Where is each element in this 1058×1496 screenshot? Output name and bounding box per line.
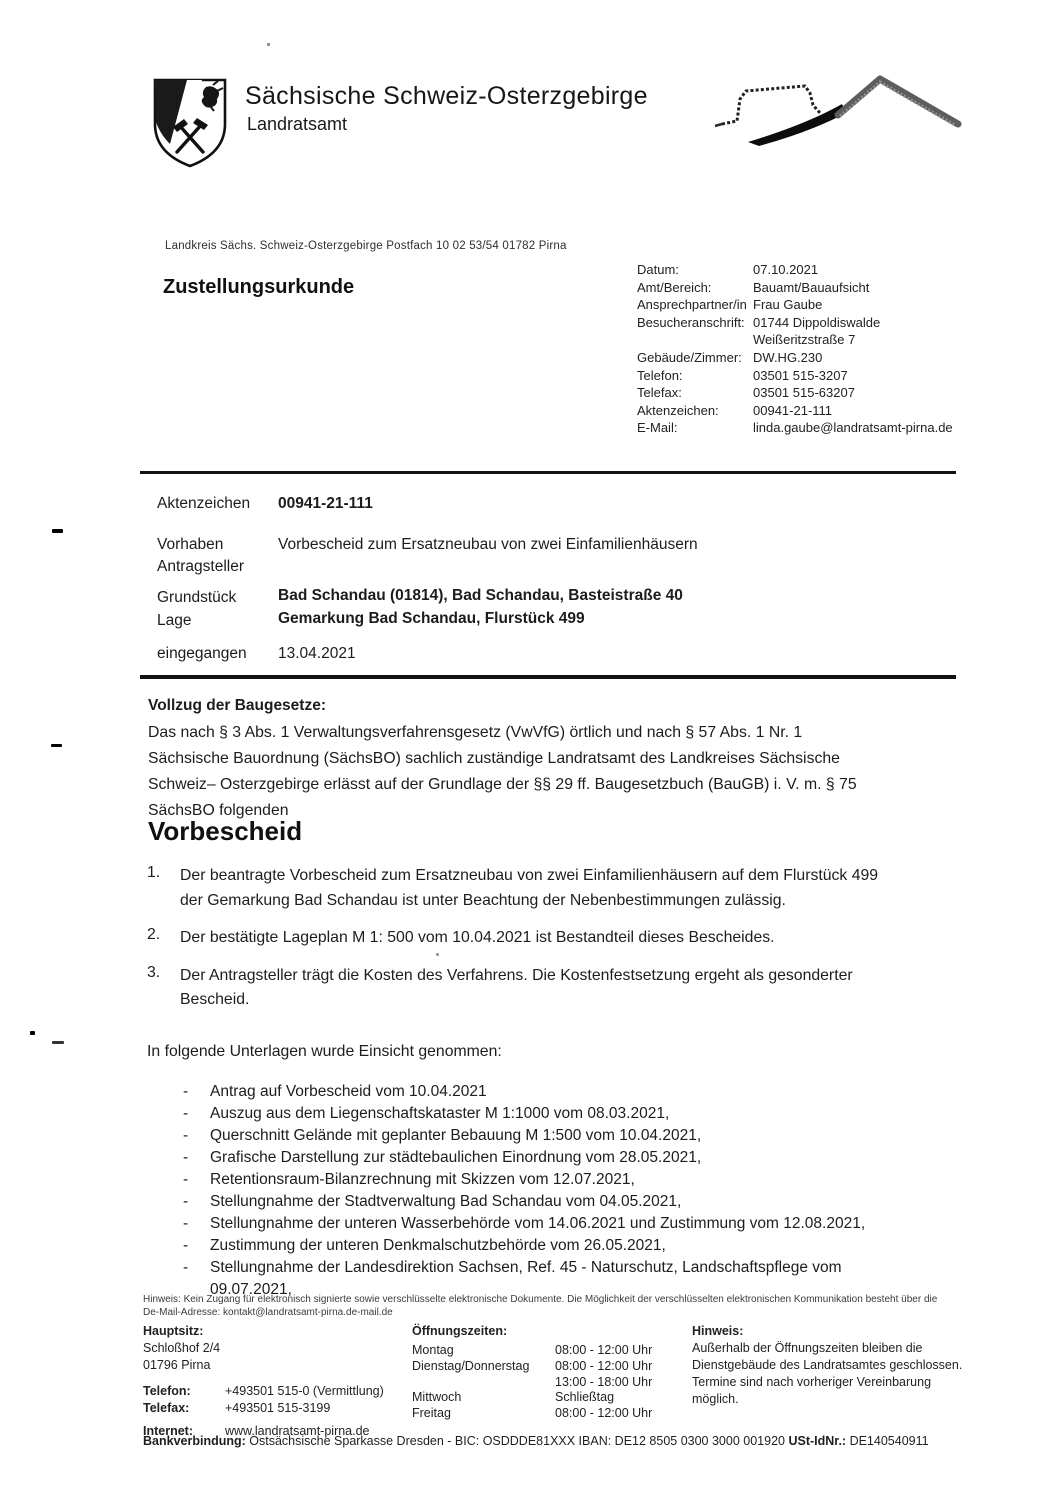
contact-value: Bauamt/Bauaufsicht bbox=[753, 279, 870, 295]
case-property-line2: Gemarkung Bad Schandau, Flurstück 499 bbox=[278, 610, 585, 627]
bank-text: Ostsächsische Sparkasse Dresden - BIC: OSDDDE81XXX IBAN: DE12 8505 0300 3000 001920 bbox=[245, 1434, 789, 1448]
footer-internet-row: Internet: www.landratsamt-pirna.de bbox=[143, 1423, 403, 1440]
contact-label: E-Mail: bbox=[637, 420, 678, 436]
contact-row bbox=[637, 314, 953, 332]
case-label: eingegangen bbox=[157, 645, 247, 662]
legal-section-heading: Vollzug der Baugesetze: bbox=[148, 697, 326, 714]
hours-row: Mittwoch Schließtag bbox=[412, 1390, 615, 1405]
contact-label: Gebäude/Zimmer: bbox=[637, 349, 742, 365]
contact-label: Besucheranschrift: bbox=[637, 314, 745, 330]
legal-section-body bbox=[148, 720, 968, 824]
dash-bullet bbox=[183, 1147, 210, 1169]
org-name: Sächsische Schweiz-Osterzgebirge bbox=[245, 82, 648, 110]
hours-row: Montag 08:00 - 12:00 Uhr bbox=[412, 1343, 653, 1357]
reviewed-item: - Zustimmung der unteren Denkmalschutzbehörde vom 26.05.2021, bbox=[183, 1235, 923, 1257]
decision-item bbox=[147, 964, 947, 1013]
reviewed-item: - Grafische Darstellung zur städtebaulichen Einordnung vom 28.05.2021, bbox=[183, 1147, 923, 1169]
decision-item-text: Der Antragsteller trägt die Kosten des Verfahrens. Die Kostenfestsetzung ergeht als gesonderter Bescheid. bbox=[180, 966, 853, 1008]
bank-label: Bankverbindung: bbox=[143, 1434, 246, 1448]
reviewed-item: - Stellungnahme der unteren Wasserbehörde vom 14.06.2021 und Zustimmung vom 12.08.2021, bbox=[183, 1213, 923, 1235]
case-property-line1: Bad Schandau (01814), Bad Schandau, Basteistraße 40 bbox=[278, 587, 683, 604]
scan-artifact bbox=[51, 744, 62, 747]
contact-row bbox=[637, 279, 953, 297]
decision-item-number: 1. bbox=[147, 864, 161, 881]
scan-artifact bbox=[267, 43, 270, 46]
notice-title: Hinweis: bbox=[692, 1324, 744, 1338]
footer-opening-hours bbox=[412, 1323, 682, 1422]
reviewed-item: - Stellungnahme der Landesdirektion Sachsen, Ref. 45 - Naturschutz, Landschaftspflege vom 09.07.2021, bbox=[183, 1257, 923, 1301]
contact-label: Aktenzeichen: bbox=[637, 402, 719, 418]
contact-value: Frau Gaube bbox=[753, 297, 823, 313]
footer-website: www.landratsamt-pirna.de bbox=[225, 1424, 370, 1438]
decision-item-number: 3. bbox=[147, 963, 161, 981]
contact-row bbox=[637, 384, 953, 402]
legal-body-line: Schweiz– Osterzgebirge erlässt auf der Grundlage der §§ 29 ff. Baugesetzbuch (BauGB) i. V. m. § 75 bbox=[148, 776, 857, 793]
contact-label: Ansprechpartner/in bbox=[637, 297, 747, 313]
notice-line: Dienstgebäude des Landratsamtes geschlossen. bbox=[692, 1358, 963, 1372]
contact-label: Telefax: bbox=[637, 385, 682, 401]
contact-value: 03501 515-3207 bbox=[753, 367, 848, 383]
contact-value: 03501 515-63207 bbox=[753, 385, 855, 401]
hours-title: Öffnungszeiten: bbox=[412, 1324, 508, 1338]
case-file-number: 00941-21-111 bbox=[278, 495, 373, 512]
contact-row bbox=[637, 261, 953, 279]
dash-bullet bbox=[183, 1235, 210, 1257]
contact-info-block bbox=[637, 261, 953, 437]
case-label: Antragsteller bbox=[157, 558, 245, 575]
decision-item bbox=[147, 864, 947, 913]
reviewed-item: - Retentionsraum-Bilanzrechnung mit Skizzen vom 12.07.2021, bbox=[183, 1169, 923, 1191]
contact-row bbox=[637, 419, 953, 437]
contact-label bbox=[637, 331, 753, 349]
scan-artifact bbox=[30, 1031, 35, 1035]
email-access-hint: Hinweis: Kein Zugang für elektronisch signierte sowie verschlüsselte elektronische Dokumente. Die Möglichkeit der verschlüsselten elektronischen Kommunikation besteht über die De-Mail-Adresse: kontakt@landratsamt-pirna.de-mail.de bbox=[143, 1294, 938, 1318]
coat-of-arms-icon bbox=[150, 76, 230, 176]
horizontal-rule-bottom bbox=[140, 675, 956, 679]
footer-fax-row: Telefax: +493501 515-3199 bbox=[143, 1400, 403, 1417]
legal-body-line: Sächsische Bauordnung (SächsBO) sachlich zuständige Landratsamt des Landkreises Sächsische bbox=[148, 750, 840, 767]
scan-artifact bbox=[436, 953, 439, 956]
legal-body-line: Das nach § 3 Abs. 1 Verwaltungsverfahrensgesetz (VwVfG) örtlich und nach § 57 Abs. 1 Nr. 1 bbox=[148, 724, 803, 741]
contact-label: Telefon: bbox=[637, 367, 683, 383]
org-unit: Landratsamt bbox=[247, 114, 348, 134]
hours-row: 13:00 - 18:00 Uhr bbox=[555, 1374, 653, 1389]
reviewed-list bbox=[183, 1081, 923, 1301]
dash-bullet bbox=[183, 1081, 210, 1103]
contact-value: Weißeritzstraße 7 bbox=[753, 332, 856, 348]
dash-bullet bbox=[183, 1191, 210, 1213]
dash-bullet bbox=[183, 1125, 210, 1147]
decision-item bbox=[147, 926, 947, 951]
main-office-title: Hauptsitz: bbox=[143, 1324, 204, 1338]
contact-value: 07.10.2021 bbox=[753, 262, 819, 277]
footer-fax-number: +493501 515-3199 bbox=[225, 1401, 331, 1415]
case-label: Aktenzeichen bbox=[157, 495, 251, 512]
contact-label: Amt/Bereich: bbox=[637, 279, 712, 295]
contact-row bbox=[637, 402, 953, 420]
reviewed-item: - Auszug aus dem Liegenschaftskataster M 1:1000 vom 08.03.2021, bbox=[183, 1103, 923, 1125]
decision-heading: Vorbescheid bbox=[148, 816, 303, 846]
sender-return-line: Landkreis Sächs. Schweiz-Osterzgebirge Postfach 10 02 53/54 01782 Pirna bbox=[165, 240, 567, 252]
dash-bullet bbox=[183, 1169, 210, 1191]
main-office-street: Schloßhof 2/4 bbox=[143, 1341, 221, 1355]
dash-bullet bbox=[183, 1213, 210, 1235]
vat-value: DE140540911 bbox=[846, 1434, 929, 1448]
footer-main-office bbox=[143, 1323, 403, 1440]
decision-item-text: Der beantragte Vorbescheid zum Ersatzneubau von zwei Einfamilienhäusern auf dem Flurstück 499 der Gemarkung Bad Schandau ist unter Beachtung der Nebenbestimmungen zulässig. bbox=[180, 867, 879, 909]
dash-bullet bbox=[183, 1103, 210, 1125]
case-project: Vorbescheid zum Ersatzneubau von zwei Einfamilienhäusern bbox=[278, 536, 698, 553]
reviewed-item: - Stellungnahme der Stadtverwaltung Bad Schandau vom 04.05.2021, bbox=[183, 1191, 923, 1213]
contact-value: linda.gaube@landratsamt-pirna.de bbox=[753, 420, 953, 436]
contact-value: DW.HG.230 bbox=[753, 349, 823, 365]
footer-notice bbox=[692, 1323, 972, 1408]
contact-label: Datum: bbox=[637, 262, 679, 277]
case-label: Vorhaben bbox=[157, 536, 224, 553]
notice-line: Termine sind nach vorheriger Vereinbarung möglich. bbox=[692, 1375, 932, 1406]
contact-value: 00941-21-111 bbox=[753, 402, 833, 418]
decision-list bbox=[147, 864, 947, 1026]
contact-row bbox=[637, 367, 953, 385]
scan-artifact bbox=[52, 529, 63, 533]
hours-row: Freitag 08:00 - 12:00 Uhr bbox=[412, 1406, 653, 1421]
decision-item-text: Der bestätigte Lageplan M 1: 500 vom 10.04.2021 ist Bestandteil dieses Bescheides. bbox=[180, 929, 775, 946]
decision-item-number: 2. bbox=[147, 926, 161, 943]
bank-details-line bbox=[143, 1434, 973, 1448]
case-label: Grundstück bbox=[157, 589, 237, 606]
document-title: Zustellungsurkunde bbox=[163, 276, 355, 298]
case-label: Lage bbox=[157, 612, 192, 629]
scan-artifact bbox=[52, 1041, 64, 1044]
notice-line: Außerhalb der Öffnungszeiten bleiben die bbox=[692, 1341, 923, 1355]
contact-value: 01744 Dippoldiswalde bbox=[753, 314, 881, 330]
contact-row bbox=[637, 331, 953, 349]
footer-phone-number: +493501 515-0 (Vermittlung) bbox=[225, 1384, 384, 1398]
hours-rows bbox=[412, 1343, 682, 1422]
reviewed-intro: In folgende Unterlagen wurde Einsicht genommen: bbox=[147, 1043, 502, 1060]
contact-row bbox=[637, 296, 953, 314]
vat-label: USt-IdNr.: bbox=[788, 1434, 847, 1448]
legal-body-line: SächsBO folgenden bbox=[148, 802, 289, 819]
hours-row: Dienstag/Donnerstag 08:00 - 12:00 Uhr bbox=[412, 1358, 653, 1373]
footer-phone-row: Telefon: +493501 515-0 (Vermittlung) bbox=[143, 1383, 403, 1400]
main-office-city: 01796 Pirna bbox=[143, 1358, 211, 1372]
horizontal-rule-top bbox=[140, 471, 956, 474]
reviewed-item: - Querschnitt Gelände mit geplanter Bebauung M 1:500 vom 10.04.2021, bbox=[183, 1125, 923, 1147]
mountain-silhouette-icon bbox=[712, 70, 964, 155]
reviewed-item: - Antrag auf Vorbescheid vom 10.04.2021 bbox=[183, 1081, 923, 1103]
case-received-date: 13.04.2021 bbox=[278, 645, 356, 662]
contact-row bbox=[637, 349, 953, 367]
